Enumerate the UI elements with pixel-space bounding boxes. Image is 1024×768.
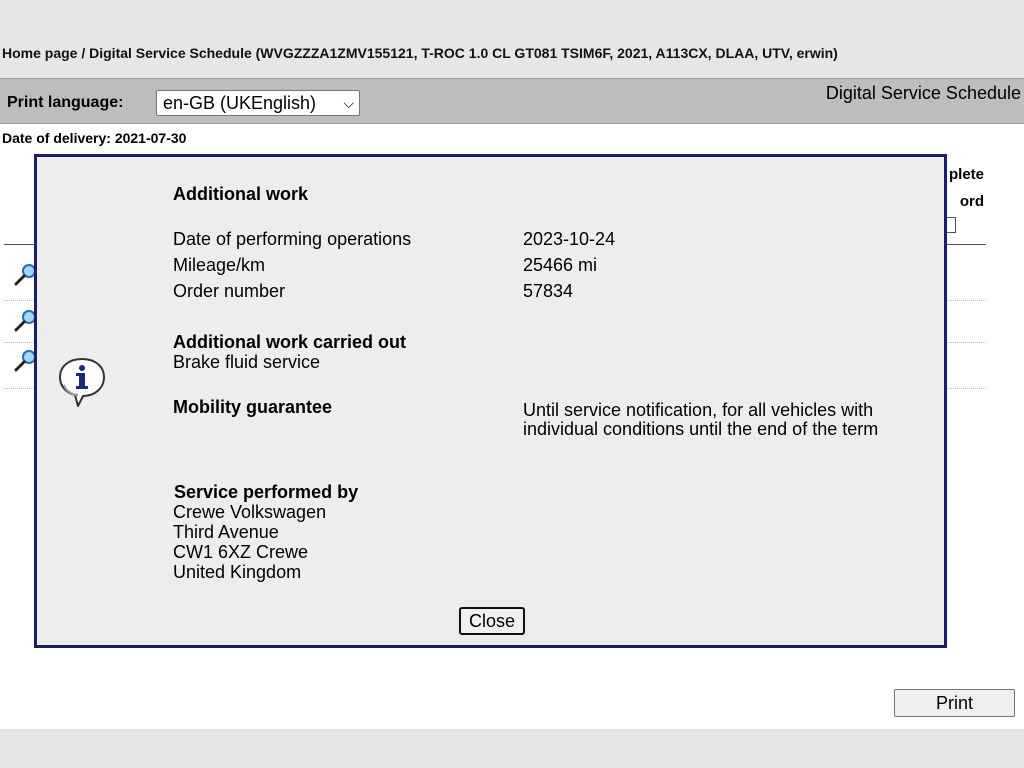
print-language-label: Print language: (7, 94, 124, 111)
address-line: CW1 6XZ Crewe (173, 542, 309, 562)
language-bar (0, 78, 1024, 124)
field-label: Order number (173, 281, 286, 301)
service-heading: Service performed by (174, 482, 359, 502)
info-icon (56, 355, 108, 407)
address-line: United Kingdom (173, 562, 302, 582)
work-heading: Additional work carried out (173, 332, 407, 352)
field-value: 2023-10-24 (523, 229, 616, 249)
section-title: Digital Service Schedule (825, 83, 1021, 103)
service-address (173, 502, 326, 582)
header-band (0, 0, 1024, 78)
chevron-down-icon: ⌵ (343, 95, 354, 111)
field-value: 57834 (523, 281, 574, 301)
field-label: Mileage/km (173, 255, 266, 275)
address-line: Third Avenue (173, 522, 279, 542)
dialog-title: Additional work (173, 184, 308, 204)
table-column-header-line: ord (959, 193, 984, 210)
address-line: Crewe Volkswagen (173, 502, 327, 522)
work-value: Brake fluid service (173, 352, 321, 372)
print-button[interactable]: Print (894, 689, 1015, 717)
close-button[interactable]: Close (459, 607, 525, 635)
additional-work-dialog (34, 154, 947, 648)
mobility-label: Mobility guarantee (173, 397, 333, 417)
table-column-header-line: plete (948, 166, 984, 183)
field-label: Date of performing operations (173, 229, 412, 249)
print-language-select[interactable] (156, 90, 360, 116)
breadcrumb[interactable]: Home page / Digital Service Schedule (WVGZZZA1ZMV155121, T-ROC 1.0 CL GT081 TSIM6F, 2021, A113CX, DLAA, UTV, erwin) (2, 45, 838, 61)
mobility-value: Until service notification, for all vehicles with individual conditions until the end of the term (523, 400, 879, 439)
delivery-date: Date of delivery: 2021-07-30 (2, 130, 187, 146)
footer-band (0, 729, 1024, 768)
print-language-value: en-GB (UKEnglish) (163, 93, 317, 113)
table-column-header (949, 161, 984, 215)
field-value: 25466 mi (523, 255, 598, 275)
